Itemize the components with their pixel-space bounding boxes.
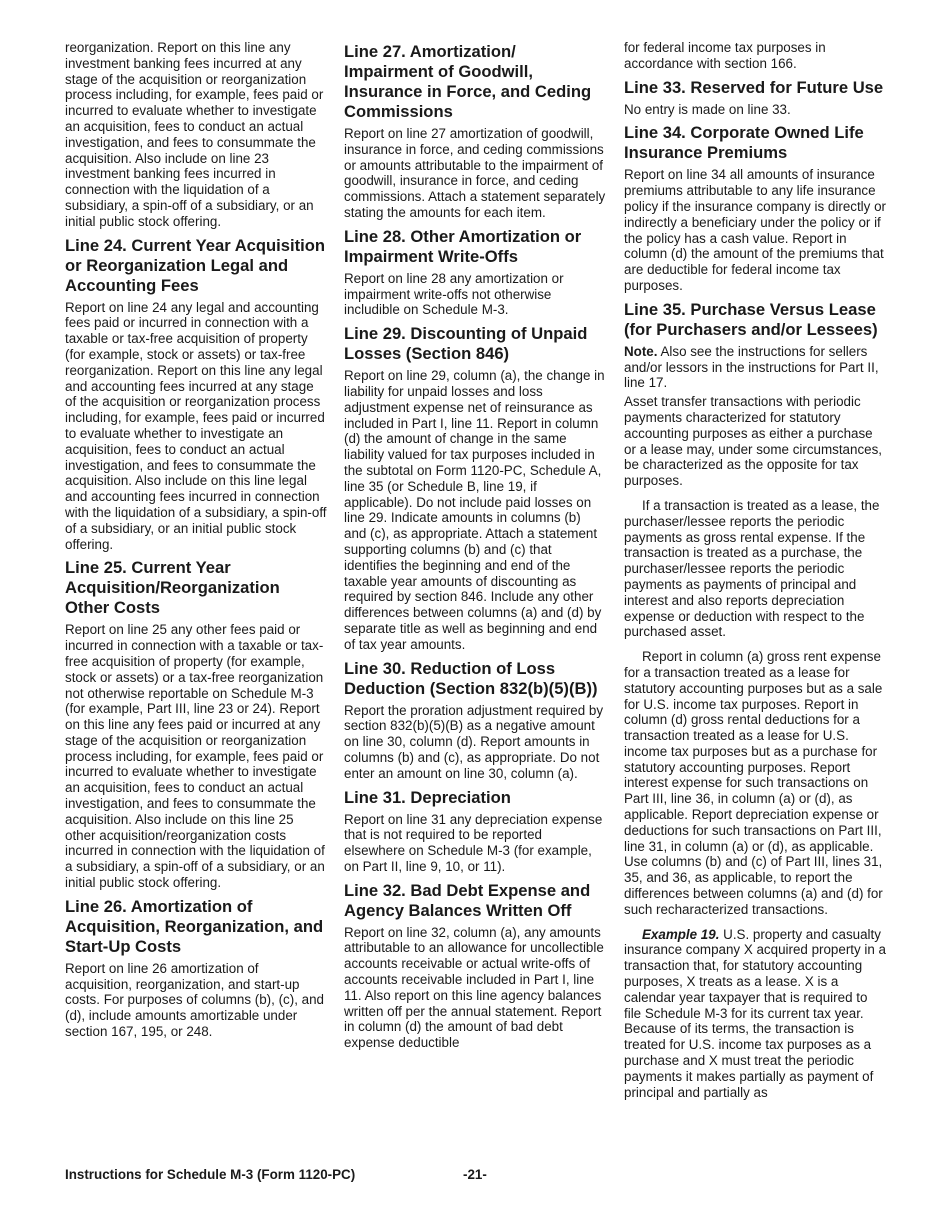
heading-line27: Line 27. Amortization/ Impairment of Goodwill, Insurance in Force, and Ceding Commissions — [344, 42, 592, 121]
paragraph-line35-c: Report in column (a) gross rent expense for a transaction treated as a lease for statutory accounting purposes but as a sale for U.S. income tax purposes. Report in column (d) gross rental deductions for a transaction treated as a lease for U.S. income tax purposes but as a purchase for statutory accounting purposes. Report interest expense for such transactions on Part III, line 36, in column (a) or (d), as applicable. Report depreciation expense or deductions for such transactions on Part III, line 31, in column (a) or (d), as applicable. Use columns (b) and (c) of Part III, lines 31, 35, and 36, as applicable, to report the differences between columns (a) and (d) for such recharacterized transactions. — [624, 649, 883, 917]
heading-line31: Line 31. Depreciation — [344, 787, 511, 807]
heading-line33: Line 33. Reserved for Future Use — [624, 77, 884, 97]
paragraph-line30: Report the proration adjustment required by section 832(b)(5)(B) as a negative amount on line 30, column (d). Report amounts in columns (b) and (c), as appropriate. Do not enter an amount on line 30, column (a). — [344, 702, 604, 781]
paragraph-line27: Report on line 27 amortization of goodwill, insurance in force, and ceding commissions or amounts attributable to the impairment of goodwill, insurance in force, and ceding commissions. Attach a statement separately stating the amounts for each item. — [344, 126, 606, 220]
paragraph-line32: Report on line 32, column (a), any amounts attributable to an allowance for uncollectible accounts receivable or actual write-offs of accounts receivable included in Part I, line 11. Also report on this line agency balances written off per the annual statement. Report in column (d) the amount of bad debt expense deductible — [344, 924, 604, 1051]
paragraph-line32-continued: for federal income tax purposes in accordance with section 166. — [624, 40, 826, 71]
heading-line30: Line 30. Reduction of Loss Deduction (Section 832(b)(5)(B)) — [344, 658, 598, 698]
paragraph-line33: No entry is made on line 33. — [624, 101, 791, 117]
note-text: Also see the instructions for sellers and/or lessors in the instructions for Part II, line 17. — [624, 343, 879, 391]
note-label: Note. — [624, 343, 658, 359]
column-left — [65, 40, 327, 1043]
paragraph-line29: Report on line 29, column (a), the change in liability for unpaid losses and loss adjustment expense net of reinsurance as included in Part I, line 11. Report in column (d) the amount of change in the same liability valued for tax purposes included in the subtotal on Form 1120-PC, Schedule A, line 35 (or Schedule B, line 19, if applicable). Do not include paid losses on line 29. Indicate amounts in columns (b) and (c), as appropriate. Attach a statement supporting columns (b) and (c) that identifies the beginning and end of the taxable year amounts of discounting as required by section 846. Include any other differences between columns (a) and (d) by separate title as well as beginning and end of tax year amounts. — [344, 368, 605, 652]
paragraph-line35-a: Asset transfer transactions with periodic payments characterized for statutory accounting purposes as either a purchase or a lease may, under some circumstances, be characterized as the opposite for tax purposes. — [624, 394, 882, 489]
paragraph-line25: Report on line 25 any other fees paid or incurred in connection with a taxable or tax-free acquisition of property (for example, stock or assets) or a tax-free reorganization not otherwise reportable on Schedule M-3 (for example, Part III, line 23 or 24). Report on this line any fees paid or incurred at any stage of the acquisition or reorganization process including, for example, fees paid or incurred to evaluate whether to investigate an acquisition, fees to conduct an actual investigation, and fees to consummate the acquisition. Also include on this line 25 other acquisition/reorganization costs incurred in connection with the liquidation of a subsidiary, a spin-off of a subsidiary, or an initial public stock offering. — [65, 622, 325, 891]
heading-line26: Line 26. Amortization of Acquisition, Reorganization, and Start-Up Costs — [65, 896, 324, 956]
example-text: U.S. property and casualty insurance company X acquired property in a transaction that, for statutory accounting purposes, X treats as a lease. X is a calendar year taxpayer that is required to file Schedule M-3 for its current tax year. Because of its terms, the transaction is treated for U.S. income tax purposes as a purchase and X must treat the periodic payments it makes partially as payment of principal and partially as — [624, 926, 887, 1100]
paragraph-line35-b: If a transaction is treated as a lease, the purchaser/lessee reports the periodic payments as gross rental expense. If the transaction is treated as a purchase, the purchaser/lessee reports the periodic payments as payments of principal and interest and also reports depreciation expense or deduction with respect to the purchased asset. — [624, 497, 880, 640]
paragraph-line24: Report on line 24 any legal and accounting fees paid or incurred in connection with a taxable or tax-free acquisition of property (for example, stock or assets) or tax-free reorganization. Report on this line any legal and accounting fees incurred at any stage of the acquisition or reorganization process including, for example, fees paid or incurred to evaluate whether to investigate an acquisition, fees to conduct an actual investigation, and fees to consummate the acquisition. Also include on this line legal and accounting fees incurred in connection with the liquidation of a subsidiary, a spin-off of a subsidiary, or an initial public stock offering. — [65, 299, 327, 552]
column-middle — [344, 40, 606, 1054]
paragraph-line26: Report on line 26 amortization of acquisition, reorganization, and start-up costs. For purposes of columns (b), (c), and (d), include amounts amortizable under section 167, 195, or 248. — [65, 960, 324, 1040]
heading-line25: Line 25. Current Year Acquisition/Reorganization Other Costs — [65, 558, 280, 618]
example-label: Example 19. — [642, 926, 720, 942]
paragraph-line31: Report on line 31 any depreciation expense that is not required to be reported elsewhere on Schedule M-3 (for example, on Part II, line 9, 10, or 11). — [344, 811, 603, 874]
paragraph-line34: Report on line 34 all amounts of insurance premiums attributable to any life insurance policy if the insurance company is directly or indirectly a beneficiary under the policy or if the policy has a cash value. Report in column (d) the amount of the premiums that are deductible for federal income tax purposes. — [624, 167, 886, 293]
column-right — [624, 40, 886, 1103]
paragraph-line23-continued: reorganization. Report on this line any investment banking fees incurred at any stage of the acquisition or reorganization process including, for example, fees paid or incurred to evaluate whether to investigate an acquisition, fees to conduct an actual investigation, and fees to consummate the acquisition. Also include on line 23 investment banking fees incurred in connection with the liquidation of a subsidiary, a spin-off of a subsidiary, or an initial public stock offering. — [65, 40, 324, 229]
page-number: -21- — [463, 1167, 487, 1182]
example-paragraph — [624, 927, 886, 1101]
heading-line32: Line 32. Bad Debt Expense and Agency Balances Written Off — [344, 880, 591, 920]
footer-title: Instructions for Schedule M-3 (Form 1120-PC) — [65, 1167, 356, 1182]
note-paragraph — [624, 344, 886, 391]
heading-line29: Line 29. Discounting of Unpaid Losses (Section 846) — [344, 324, 588, 364]
heading-line24: Line 24. Current Year Acquisition or Reorganization Legal and Accounting Fees — [65, 235, 326, 295]
paragraph-line28: Report on line 28 any amortization or impairment write-offs not otherwise includible on Schedule M-3. — [344, 270, 564, 318]
heading-line35: Line 35. Purchase Versus Lease (for Purchasers and/or Lessees) — [624, 299, 878, 339]
heading-line34: Line 34. Corporate Owned Life Insurance Premiums — [624, 123, 864, 163]
heading-line28: Line 28. Other Amortization or Impairment Write-Offs — [344, 226, 582, 266]
